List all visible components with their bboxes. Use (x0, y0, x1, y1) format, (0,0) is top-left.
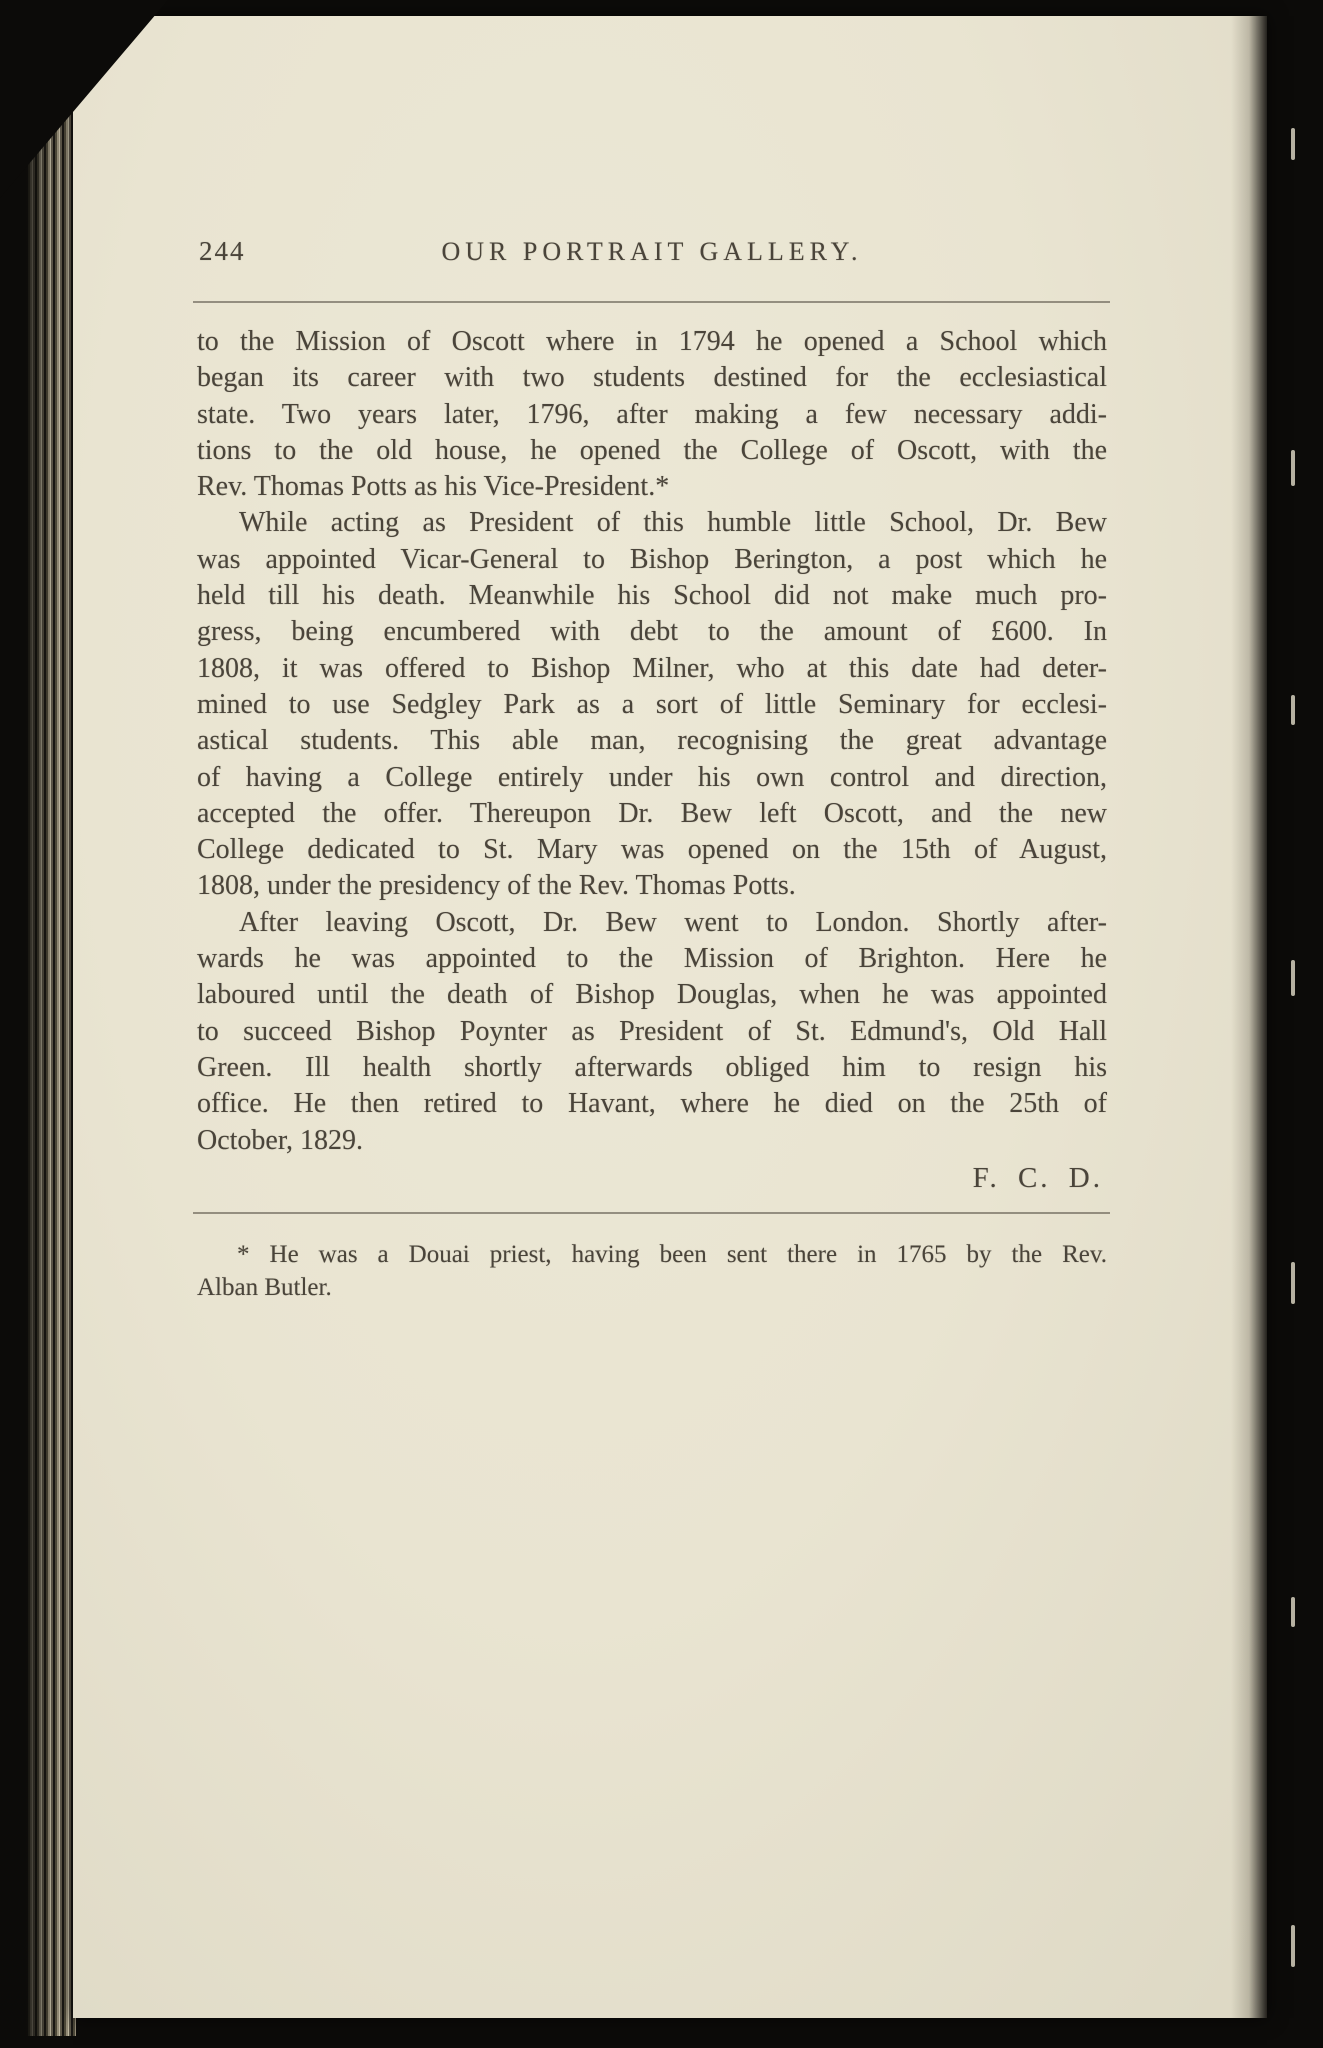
page-edge-highlight (1291, 1597, 1295, 1627)
paragraph-1 (197, 324, 1107, 505)
header-rule (193, 301, 1110, 303)
text-line: to the Mission of Oscott where in 1794 he opened a School which (197, 326, 1107, 357)
text-line: tions to the old house, he opened the College of Oscott, with the (197, 434, 1107, 466)
text-line: of having a College entirely under his own control and direction, (197, 761, 1107, 793)
page-edge-highlight (1291, 695, 1295, 725)
book-page (73, 16, 1267, 2018)
text-line: office. He then retired to Havant, where he died on the 25th of (197, 1088, 1107, 1120)
text-line: to succeed Bishop Poynter as President of St. Edmund's, Old Hall (197, 1015, 1107, 1047)
text-line: accepted the offer. Thereupon Dr. Bew left Oscott, and the new (197, 797, 1107, 829)
footnote-rule (193, 1212, 1110, 1214)
text-line: was appointed Vicar-General to Bishop Berington, a post which he (197, 543, 1107, 575)
text-line: While acting as President of this humble little School, Dr. Bew (239, 507, 1107, 539)
page-edge-highlight (1291, 128, 1295, 160)
author-initials: F. C. D. (972, 1162, 1103, 1194)
text-line: mined to use Sedgley Park as a sort of little Seminary for ecclesi- (197, 688, 1107, 720)
page-edge-highlight (1291, 1262, 1295, 1304)
article-text (197, 324, 1107, 1159)
text-line: 1808, under the presidency of the Rev. Thomas Potts. (197, 870, 796, 902)
text-line: laboured until the death of Bishop Douglas, when he was appointed (197, 979, 1107, 1011)
text-line: Green. Ill health shortly afterwards obliged him to resign his (197, 1051, 1107, 1083)
footnote-line: * He was a Douai priest, having been sent there in 1765 by the Rev. (237, 1241, 1107, 1268)
page-edge-highlight (1291, 450, 1295, 486)
footnote-line: Alban Butler. (197, 1274, 332, 1301)
text-line: gress, being encumbered with debt to the amount of £600. In (197, 616, 1107, 648)
text-line: astical students. This able man, recognising the great advantage (197, 725, 1107, 757)
paragraph-2 (197, 505, 1107, 904)
text-line: wards he was appointed to the Mission of Brighton. Here he (197, 943, 1107, 975)
page-right-edge-shadow (1231, 16, 1267, 2018)
text-line: began its career with two students destined for the ecclesiastical (197, 362, 1107, 394)
text-line: held till his death. Meanwhile his School did not make much pro- (197, 580, 1107, 612)
paragraph-3 (197, 905, 1107, 1159)
text-line: 1808, it was offered to Bishop Milner, who at this date had deter- (197, 652, 1107, 684)
page-edge-highlight (1291, 1925, 1295, 1967)
text-line: Rev. Thomas Potts as his Vice-President.* (197, 471, 670, 503)
page-number: 244 (199, 236, 246, 266)
text-line: October, 1829. (197, 1124, 364, 1156)
text-line: state. Two years later, 1796, after making a few necessary addi- (197, 398, 1107, 430)
footnote (197, 1238, 1107, 1304)
page-stack-edges (26, 10, 76, 2036)
text-line: College dedicated to St. Mary was opened on the 15th of August, (197, 834, 1107, 866)
running-title: OUR PORTRAIT GALLERY. (441, 237, 863, 266)
page-edge-highlight (1291, 960, 1295, 996)
text-line: After leaving Oscott, Dr. Bew went to London. Shortly after- (239, 906, 1107, 938)
